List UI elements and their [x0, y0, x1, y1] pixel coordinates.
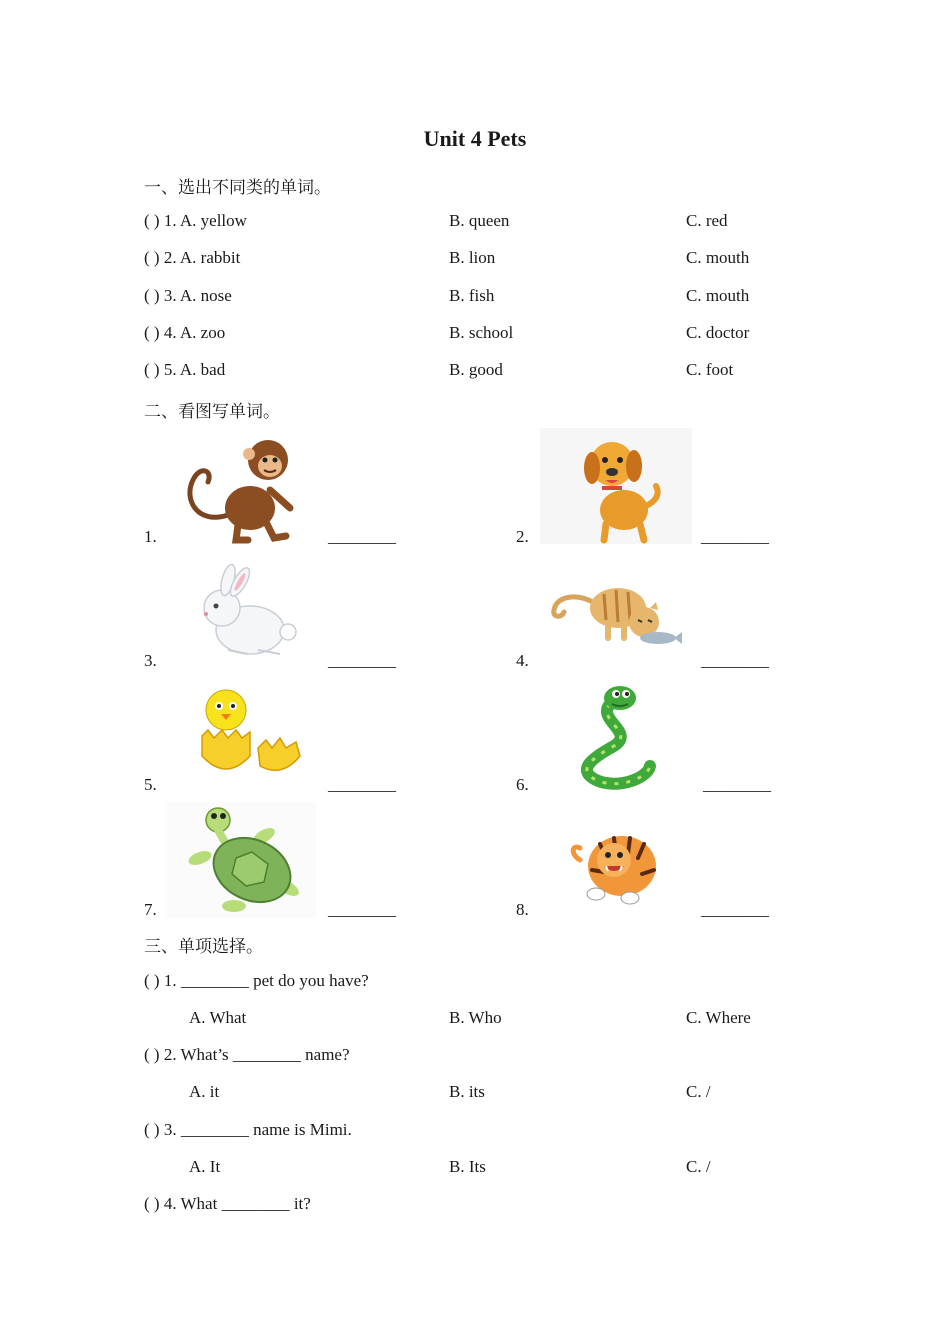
- s3-q2-question: ( ) 2. What’s ________ name?: [144, 1045, 350, 1064]
- s2-item5-number: 5.: [144, 775, 157, 794]
- s3-q2-option-b: B. its: [449, 1082, 485, 1101]
- s1-q1-option-c: C. red: [686, 211, 728, 230]
- s3-q1-option-a: A. What: [189, 1008, 247, 1027]
- section1-heading: 一、选出不同类的单词。: [144, 178, 331, 198]
- turtle-icon: [166, 802, 316, 918]
- s2-item7-blank: ________: [328, 900, 396, 919]
- s1-q5-option-c: C. foot: [686, 360, 734, 379]
- s2-item8-number: 8.: [516, 900, 529, 919]
- tiger-icon: [570, 810, 662, 908]
- s2-item4-number: 4.: [516, 651, 529, 670]
- s3-q3-option-c: C. /: [686, 1157, 711, 1176]
- s2-item7-number: 7.: [144, 900, 157, 919]
- page-title: Unit 4 Pets: [423, 126, 527, 151]
- s3-q1-option-b: B. Who: [449, 1008, 502, 1027]
- s1-q2-option-c: C. mouth: [686, 248, 750, 267]
- s1-q3-option-c: C. mouth: [686, 286, 750, 305]
- s1-q4-option-c: C. doctor: [686, 323, 750, 342]
- s1-q5-prefix: ( ) 5. A. bad: [144, 360, 226, 379]
- s3-q2-option-a: A. it: [189, 1082, 220, 1101]
- s2-item1-blank: ________: [328, 527, 396, 546]
- s1-q1-option-b: B. queen: [449, 211, 510, 230]
- monkey-icon: [178, 430, 303, 545]
- s2-item3-blank: ________: [328, 651, 396, 670]
- s2-item6-number: 6.: [516, 775, 529, 794]
- s2-item3-number: 3.: [144, 651, 157, 670]
- s1-q1-prefix: ( ) 1. A. yellow: [144, 211, 247, 230]
- s1-q4-option-b: B. school: [449, 323, 514, 342]
- s2-item6-blank: ________: [703, 775, 771, 794]
- s2-item5-blank: ________: [328, 775, 396, 794]
- s3-q3-option-b: B. Its: [449, 1157, 486, 1176]
- s3-q2-option-c: C. /: [686, 1082, 711, 1101]
- cat-icon: [548, 574, 684, 654]
- snake-icon: [566, 680, 658, 792]
- s1-q3-option-b: B. fish: [449, 286, 495, 305]
- s2-item2-blank: ________: [701, 527, 769, 546]
- s3-q1-option-c: C. Where: [686, 1008, 751, 1027]
- s3-q3-question: ( ) 3. ________ name is Mimi.: [144, 1120, 352, 1139]
- section3-heading: 三、单项选择。: [144, 937, 263, 957]
- s1-q2-prefix: ( ) 2. A. rabbit: [144, 248, 241, 267]
- s3-q3-option-a: A. It: [189, 1157, 221, 1176]
- section2-heading: 二、看图写单词。: [144, 402, 280, 422]
- s1-q5-option-b: B. good: [449, 360, 503, 379]
- s2-item1-number: 1.: [144, 527, 157, 546]
- s1-q2-option-b: B. lion: [449, 248, 496, 267]
- s2-item8-blank: ________: [701, 900, 769, 919]
- s1-q4-prefix: ( ) 4. A. zoo: [144, 323, 226, 342]
- s2-item2-number: 2.: [516, 527, 529, 546]
- s1-q3-prefix: ( ) 3. A. nose: [144, 286, 232, 305]
- rabbit-icon: [188, 564, 298, 660]
- s2-item4-blank: ________: [701, 651, 769, 670]
- s3-q4-question: ( ) 4. What ________ it?: [144, 1194, 311, 1213]
- dog-icon: [540, 428, 692, 544]
- chick-icon: [196, 686, 306, 782]
- s3-q1-question: ( ) 1. ________ pet do you have?: [144, 971, 369, 990]
